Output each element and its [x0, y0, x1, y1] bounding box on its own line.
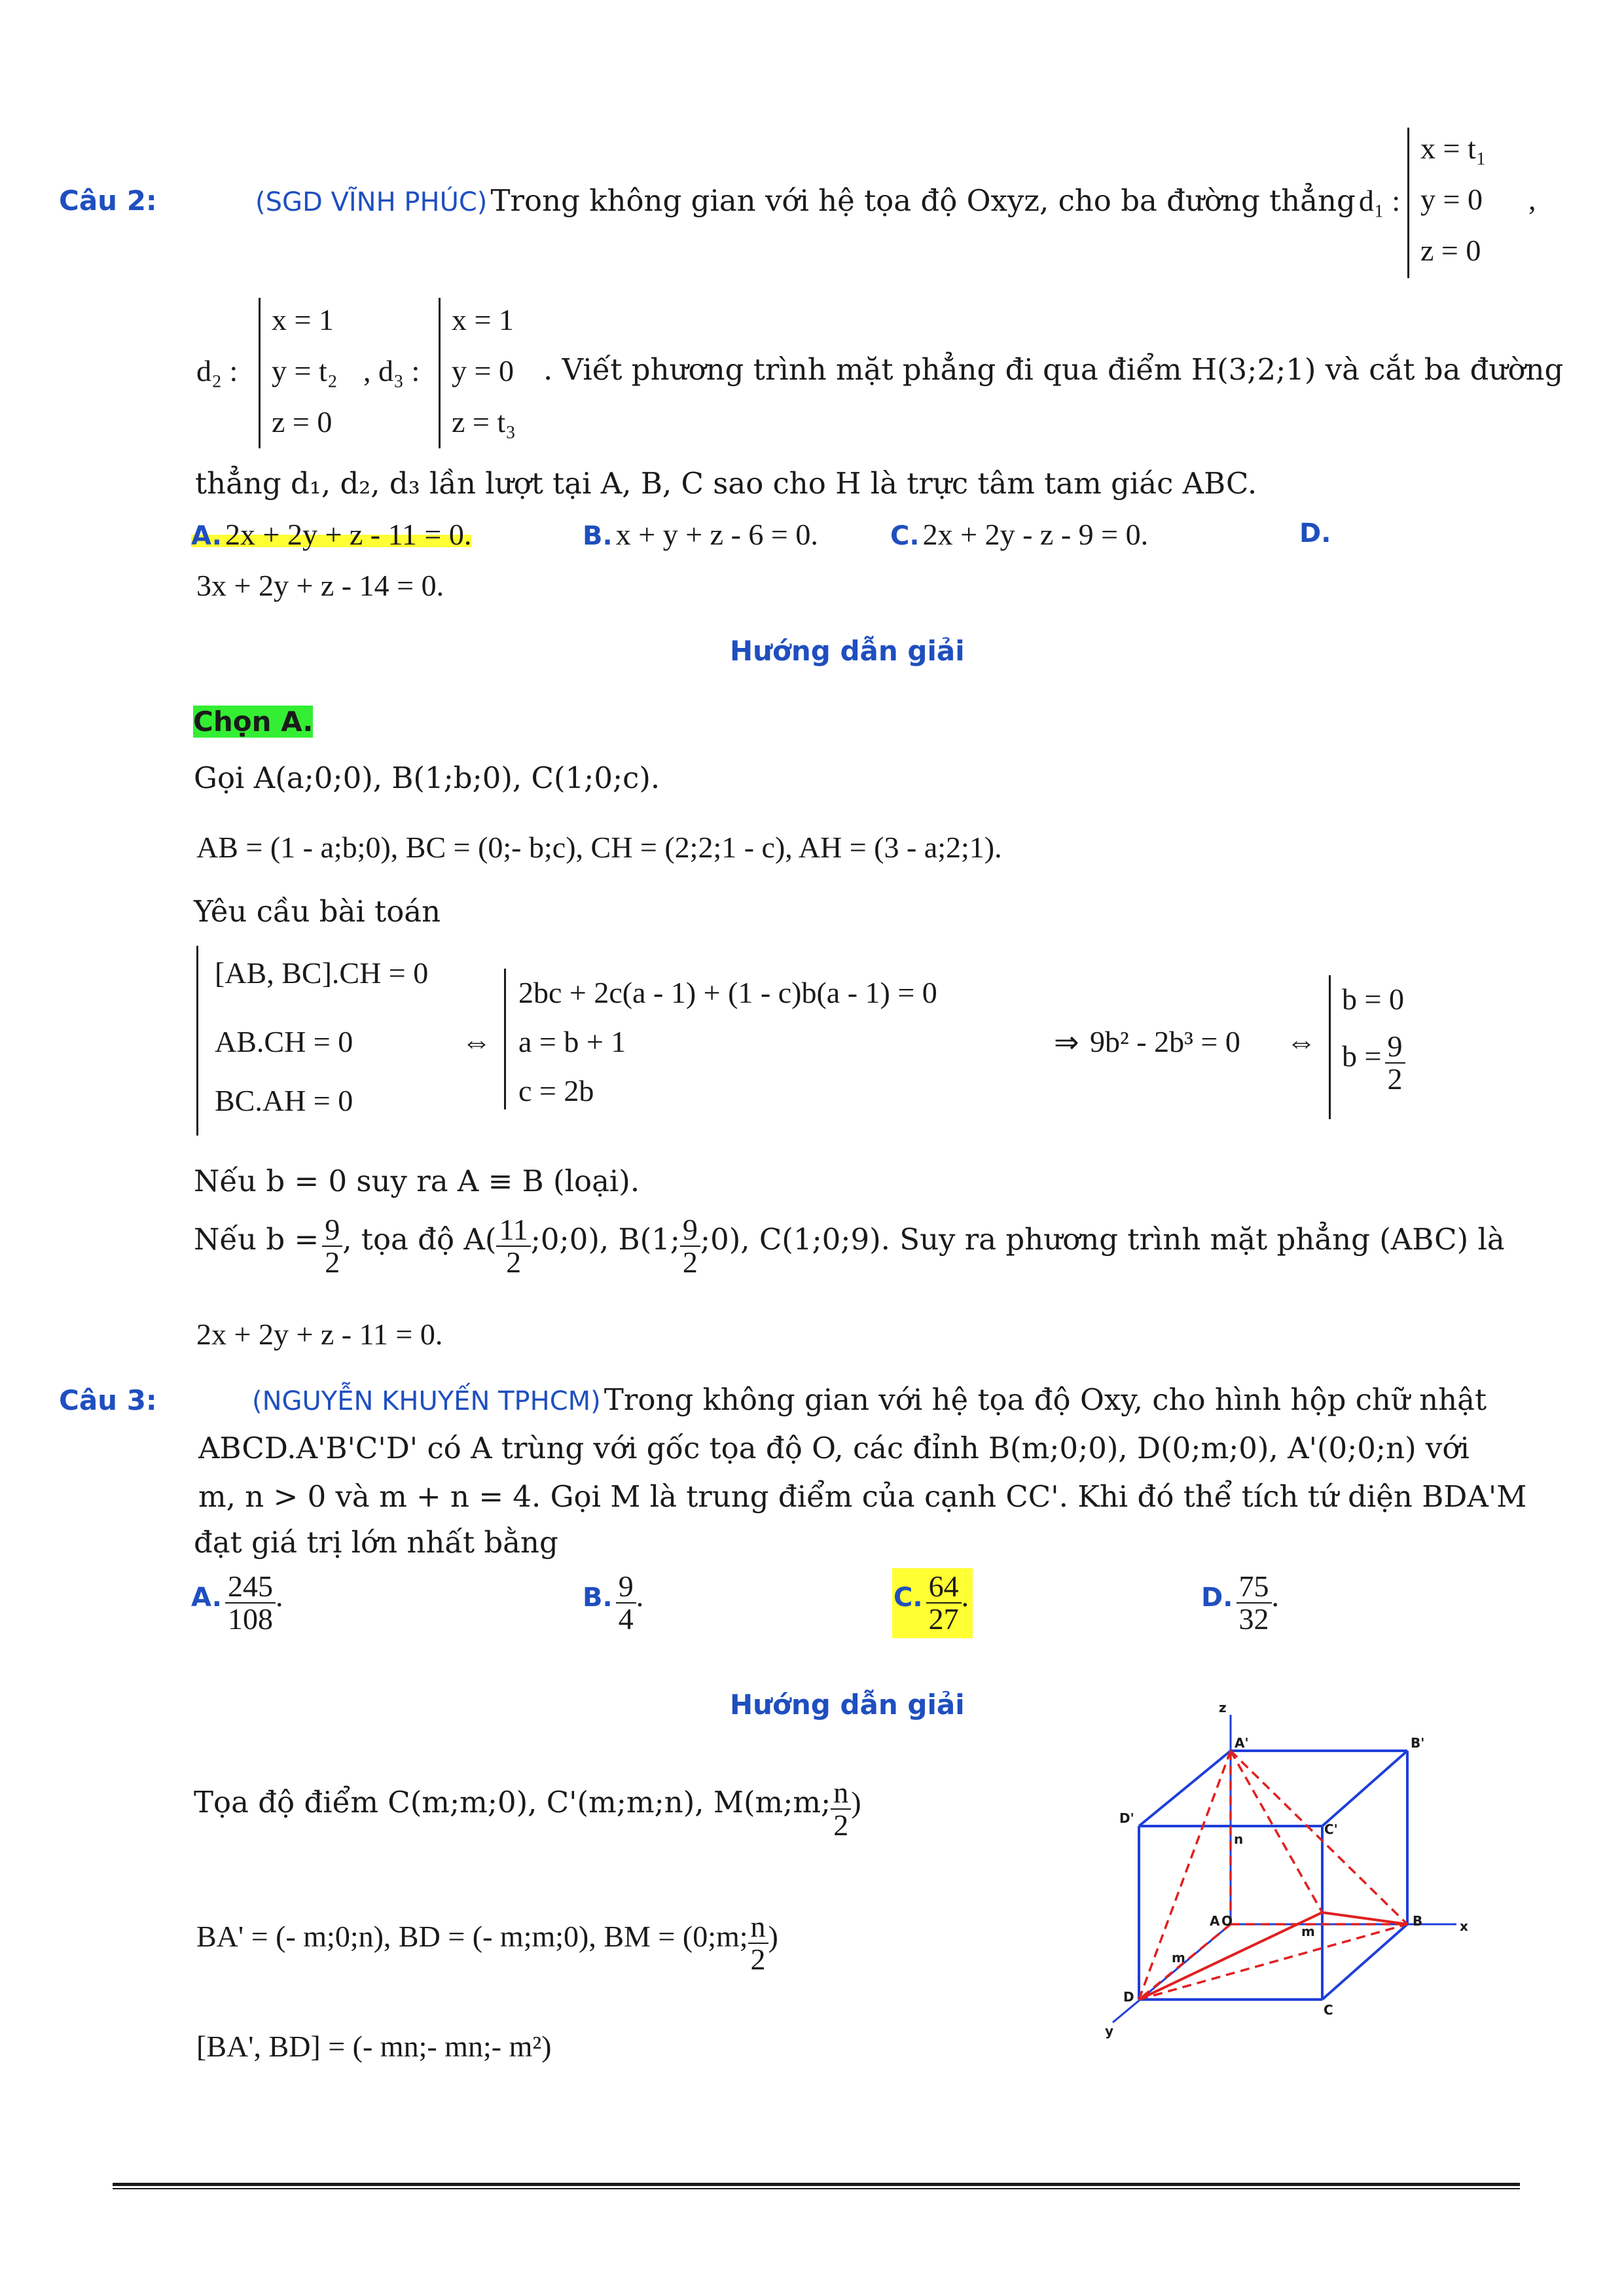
q3-option-a[interactable]: A. $\frac{245}{108}$ .	[191, 1570, 283, 1636]
q2-case2-b: , tọa độ A(	[342, 1221, 497, 1257]
q3-sol1-num: n	[831, 1777, 851, 1810]
q2-sys1-row2: AB.CH = 0	[215, 1025, 353, 1058]
q2-option-a-label: A.	[191, 521, 222, 551]
q2-option-d-label[interactable]: D.	[1299, 518, 1331, 548]
q2-option-a-text: 2x + 2y + z - 11 = 0.	[225, 518, 472, 551]
q2-option-c-text: 2x + 2y - z - 9 = 0.	[922, 518, 1149, 551]
box-figure	[1074, 1689, 1492, 2055]
q2-root1: b = 0	[1342, 982, 1404, 1016]
q2-stem-c: thẳng d₁, d₂, d₃ lần lượt tại A, B, C sao cho H là trực tâm tam giác ABC.	[195, 466, 1257, 501]
fig-label-z: z	[1219, 1700, 1227, 1715]
q3-option-b-den: 4	[618, 1602, 634, 1636]
q2-d2-brace	[259, 298, 261, 448]
fig-label-m1: m	[1172, 1950, 1185, 1965]
q3-option-a-den: 108	[228, 1602, 273, 1636]
q2-root2-lhs: b =	[1342, 1039, 1382, 1073]
q2-stem-a: Trong không gian với hệ tọa độ Oxyz, cho ba đường thẳng	[490, 183, 1356, 218]
q3-source: (NGUYỄN KHUYẾN TPHCM)	[252, 1386, 601, 1416]
q2-stem-b: . Viết phương trình mặt phẳng đi qua điểm H(3;2;1) và cắt ba đường	[543, 352, 1564, 387]
q2-eq-mid: 9b² - 2b³ = 0	[1090, 1025, 1240, 1058]
q2-root2	[1342, 1031, 1405, 1096]
q3-option-b-label: B.	[583, 1582, 613, 1613]
fig-label-D1: D'	[1119, 1810, 1134, 1826]
q2-sys2-brace	[504, 969, 506, 1109]
q2-sys2-row3: c = 2b	[518, 1074, 594, 1107]
q3-option-a-num: 245	[225, 1571, 276, 1604]
q2-implies: ⇒	[1054, 1026, 1079, 1059]
q2-source: (SGD VĨNH PHÚC)	[255, 187, 488, 217]
fig-label-B1: B'	[1411, 1735, 1425, 1751]
q2-case2-a: Nếu b =	[194, 1221, 319, 1257]
fig-label-x: x	[1460, 1918, 1468, 1934]
q2-d3-brace	[439, 298, 441, 448]
q3-stem-b: ABCD.A'B'C'D' có A trùng với gốc tọa độ O, các đỉnh B(m;0;0), D(0;m;0), A'(0;0;n) với	[198, 1431, 1470, 1465]
q2-root2-den: 2	[1387, 1062, 1403, 1096]
q2-choose-text: Chọn A.	[193, 706, 314, 738]
q2-d1-row3: z = 0	[1420, 234, 1481, 267]
q3-option-a-label: A.	[191, 1582, 222, 1613]
q2-sys1-row3: BC.AH = 0	[215, 1084, 353, 1117]
q2-option-b-text: x + y + z - 6 = 0.	[615, 518, 818, 551]
q2-d1-row2: y = 0	[1420, 183, 1483, 216]
q2-d3-name: , d₃ :	[363, 354, 420, 387]
q2-sol1: Gọi A(a;0;0), B(1;b;0), C(1;0;c).	[194, 761, 660, 795]
q3-sol2-b: )	[768, 1919, 778, 1953]
q3-option-c-den: 27	[928, 1602, 959, 1636]
footer-rule-thin	[113, 2188, 1520, 2189]
box-edges	[1113, 1715, 1456, 2022]
fig-label-A1: A'	[1235, 1735, 1249, 1751]
q2-option-a[interactable]	[191, 517, 471, 552]
q2-option-c[interactable]	[890, 517, 1148, 552]
q2-d2-row1: x = 1	[272, 303, 334, 336]
q3-stem-c: m, n > 0 và m + n = 4. Gọi M là trung điểm của cạnh CC'. Khi đó thể tích tứ diện BDA'M	[198, 1479, 1527, 1514]
q2-case2-B-den: 2	[682, 1246, 698, 1280]
q2-d2-row2: y = t₂	[272, 354, 338, 387]
q3-sol2-num: n	[748, 1911, 768, 1944]
q3-sol1	[194, 1777, 861, 1842]
q3-sol3: [BA', BD] = (- mn;- mn;- m²)	[196, 2030, 552, 2063]
q3-guide-heading: Hướng dẫn giải	[730, 1689, 965, 1721]
fig-label-C: C	[1324, 2002, 1333, 2018]
fig-label-O: O	[1221, 1913, 1233, 1929]
q2-sys2-row2: a = b + 1	[518, 1025, 626, 1058]
q2-option-d-text[interactable]: 3x + 2y + z - 14 = 0.	[196, 569, 444, 602]
fig-label-n: n	[1234, 1831, 1244, 1847]
fig-label-m2: m	[1301, 1924, 1315, 1939]
q2-case2-den: 2	[325, 1246, 340, 1280]
fig-label-y: y	[1105, 2023, 1114, 2039]
q2-d3-row2: y = 0	[452, 354, 514, 387]
q3-sol2-den: 2	[750, 1943, 766, 1977]
fig-label-B: B	[1413, 1913, 1423, 1929]
q3-stem-line1	[252, 1382, 1487, 1417]
q2-case2-c: ;0;0), B(1;	[530, 1221, 680, 1257]
q2-d1-row1: x = t₁	[1420, 132, 1487, 165]
q2-option-b-label: B.	[583, 521, 613, 551]
q2-d2-row3: z = 0	[272, 405, 333, 439]
q3-stem-a: Trong không gian với hệ tọa độ Oxy, cho hình hộp chữ nhật	[604, 1382, 1487, 1417]
fig-label-D: D	[1123, 1989, 1134, 2005]
q2-sol3: Yêu cầu bài toán	[194, 894, 441, 929]
q3-option-c-label: C.	[893, 1582, 923, 1613]
q3-label: Câu 3:	[59, 1384, 157, 1416]
q3-option-c-num: 64	[926, 1571, 962, 1604]
q3-option-b[interactable]: B. $\frac{9}{4}$ .	[583, 1570, 644, 1636]
q2-label: Câu 2:	[59, 185, 157, 217]
q3-sol2	[196, 1911, 778, 1976]
q2-case2-d: ;0), C(1;0;9). Suy ra phương trình mặt phẳng (ABC) là	[700, 1221, 1505, 1257]
q2-case2-B-num: 9	[680, 1214, 700, 1247]
q2-case2-A-num: 11	[496, 1214, 530, 1247]
q3-option-d-num: 75	[1236, 1571, 1272, 1604]
q2-case2	[194, 1214, 1505, 1279]
q2-case2-num: 9	[322, 1214, 342, 1247]
q2-d3-row3: z = t₃	[452, 405, 516, 439]
q2-iff2: ⇔	[1286, 1025, 1316, 1058]
q2-sys1-row1: [AB, BC].CH = 0	[215, 956, 429, 990]
q3-stem-d: đạt giá trị lớn nhất bằng	[194, 1525, 558, 1560]
q2-d3-row1: x = 1	[452, 303, 514, 336]
q3-option-d-den: 32	[1238, 1602, 1269, 1636]
q2-case1: Nếu b = 0 suy ra A ≡ B (loại).	[194, 1164, 640, 1198]
q2-d1-brace	[1407, 128, 1409, 278]
q2-d1-name: d₁ :	[1358, 184, 1401, 217]
q3-sol1-den: 2	[833, 1808, 849, 1842]
q2-stem-line1	[255, 183, 1400, 218]
q2-guide-heading: Hướng dẫn giải	[730, 635, 965, 667]
q2-option-c-label: C.	[890, 521, 920, 551]
q3-sol1-b: )	[851, 1785, 861, 1819]
q3-option-d-label: D.	[1201, 1582, 1233, 1613]
q3-option-d[interactable]: D. $\frac{75}{32}$ .	[1201, 1570, 1279, 1636]
fig-label-A: A	[1210, 1913, 1220, 1929]
q2-sys1-brace	[196, 946, 198, 1136]
q3-sol2-a: BA' = (- m;0;n), BD = (- m;m;0), BM = (0;m;	[196, 1919, 748, 1953]
q2-option-b[interactable]	[583, 517, 818, 552]
footer-rule	[113, 2183, 1520, 2186]
q3-option-b-num: 9	[616, 1571, 636, 1604]
q2-sol2: AB = (1 - a;b;0), BC = (0;- b;c), CH = (2;2;1 - c), AH = (3 - a;2;1).	[196, 831, 1002, 864]
q2-case2-A-den: 2	[506, 1246, 522, 1280]
q2-roots-bracket	[1329, 975, 1331, 1119]
q2-d2-name: d₂ :	[196, 354, 238, 387]
fig-label-C1: C'	[1324, 1821, 1338, 1837]
q2-iff: ⇔	[461, 1025, 492, 1058]
q3-sol1-a: Tọa độ điểm C(m;m;0), C'(m;m;n), M(m;m;	[194, 1784, 831, 1820]
q2-d1-tail: ,	[1528, 183, 1536, 216]
q3-option-c[interactable]: C. $\frac{64}{27}$ .	[892, 1568, 973, 1638]
q2-choose	[193, 706, 313, 738]
q2-sys2-row1: 2bc + 2c(a - 1) + (1 - c)b(a - 1) = 0	[518, 976, 937, 1009]
q2-final: 2x + 2y + z - 11 = 0.	[196, 1318, 443, 1351]
q2-root2-num: 9	[1385, 1031, 1405, 1064]
